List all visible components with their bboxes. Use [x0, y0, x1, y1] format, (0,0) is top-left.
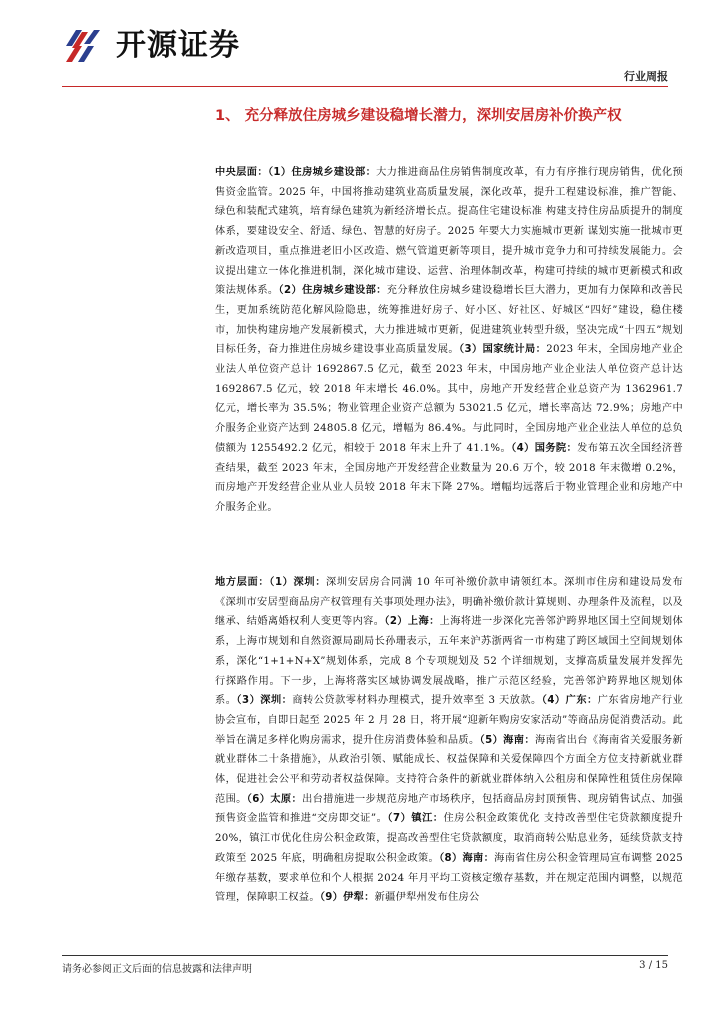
footer-disclaimer: 请务必参阅正文后面的信息披露和法律声明 [62, 964, 252, 975]
item-number: （3） [458, 344, 483, 356]
item-text: 发布第五次全国经济普查结果，截至 2023 年末，全国房地产开发经营企业数量为 20.6 万个，较 2018 年末微增 0.2%，而房地产开发经营企业从业人员较 2018 年末下降 27%。增幅均远落后于物业管理企业和房地产中介服务企业。 [215, 442, 684, 513]
item-number: （2） [384, 616, 408, 628]
central-paragraph [215, 163, 683, 518]
item-head: 海南： [503, 734, 535, 746]
item-head: 广东： [565, 695, 598, 707]
local-label: 地方层面： [215, 577, 270, 588]
item-number: （9） [319, 892, 344, 904]
item-text: 充分释放住房城乡建设稳增长巨大潜力，更加有力保障和改善民生，更加系统防范化解风险隐患，统筹推进好房子、好小区、好社区、好城区“四好”建设，稳住楼市，加快构建房地产发展新模式，大力推进城市更新，促进建筑业转型升级，坚决完成“十四五”规划目标任务，奋力推进住房城乡建设事业高质量发展。 [215, 285, 683, 356]
item-head: 镇江： [411, 813, 444, 825]
item-number: （5） [479, 734, 504, 746]
item-text: 海南省出台《海南省关爱服务新就业群体二十条措施》，从政治引领、赋能成长、权益保障和关爱保障四个方面全方位支持新就业群体，促进社会公平和劳动者权益保障。支持符合条件的新就业群体纳入公租房和保障性租赁住房保障范围。 [215, 734, 684, 805]
item-head: 太原： [270, 793, 303, 805]
item-text: 住房公积金政策优化 支持改善型住宅贷款额度提升 20%，镇江市优化住房公积金政策，提高改善型住宅贷款额度，取消商转公贴息业务，延续贷款支持政策至 2025 年底，明确租房提取公积金政策。 [215, 813, 684, 864]
logo [62, 26, 240, 66]
item-number: （1） [269, 577, 294, 588]
item-number: （1） [267, 167, 292, 178]
item-text: 广东省房地产行业协会宣布，自即日起至 2025 年 2 月 28 日，将开展“迎新年购房安家活动”等商品房促消费活动。此举旨在满足多样化购房需求，提升住房消费体验和品质。 [215, 695, 684, 746]
page-number: 3 / 15 [639, 960, 668, 971]
logo-mark-icon [62, 26, 110, 66]
central-label: 中央层面： [215, 167, 268, 178]
item-text: 深圳安居房合同满 10 年可补缴价款申请领红本。深圳市住房和建设局发布《深圳市安居型商品房产权管理有关事项处理办法》，明确补缴价款计算规则、办理条件及流程，以及继承、结婚离婚权利人变更等内容。 [215, 577, 684, 628]
item-head: 国务院： [534, 442, 578, 454]
local-paragraph [215, 573, 683, 908]
section-title: 1、 充分释放住房城乡建设稳增长潜力，深圳安居房补价换产权 [215, 108, 622, 124]
item-number: （4） [541, 695, 566, 707]
item-number: （7） [387, 813, 412, 825]
item-head: 国家统计局： [482, 344, 547, 356]
item-number: （4） [511, 442, 535, 454]
item-number: （8） [439, 852, 463, 864]
item-head: 上海： [407, 616, 440, 628]
item-head: 深圳： [293, 577, 327, 588]
item-text: 2023 年末，全国房地产业企业法人单位资产总计 1692867.5 亿元，截至 2023 年末，中国房地产业企业法人单位资产总计达 1692867.5 亿元，较 2018 年末增长 46.0%。其中，房地产开发经营企业总资产为 1362961.7 亿元，增长率为 35.5%；物业管理企业资产总额为 53021.5 亿元，增长率高达 72.9%；房地产中介服务企业资产达到 24805.8 亿元，增幅为 86.4%。与此同时，全国房地产业企业法人单位的总负债额为 1255492.2 亿元，相较于 2018 年末上升了 41.1%。 [215, 344, 683, 454]
item-text: 海南省住房公积金管理局宣布调整 2025 年缴存基数，要求单位和个人根据 2024 年月平均工资核定缴存基数，并在规定范围内调整，以规范管理，保障职工权益。 [215, 852, 684, 904]
item-text: 出台措施进一步规范房地产市场秩序，包括商品房封顶预售、现房销售试点、加强预售资金监管和推进“交房即交证”。 [215, 793, 684, 825]
item-text: 新疆伊犁州发布住房公 [374, 892, 480, 904]
item-number: （3） [236, 695, 261, 707]
header-divider [62, 86, 668, 87]
item-head: 住房城乡建设部： [302, 285, 387, 297]
item-text: 大力推进商品住房销售制度改革，有力有序推行现房销售，优化预售资金监管。2025 年，中国将推动建筑业高质量发展，深化改革，提升工程建设标准，推广智能、绿色和装配式建筑，培育绿色建筑为新经济增长点。提高住宅建设标准 构建支持住房品质提升的制度体系，要建设安全、舒适、绿色、智慧的好房子。2025 年要大力实施城市更新 谋划实施一批城市更新改造项目，重点推进老旧小区改造、燃气管道更新等项目，提升城市竞争力和可持续发展能力。会议提出建立一体化推进机制，深化城市建设、运营、治理体制改革，构建可持续的城市更新模式和政策法规体系。 [215, 167, 683, 297]
item-head: 深圳： [260, 695, 293, 707]
footer-divider [62, 955, 668, 956]
item-head: 伊犁： [343, 892, 375, 904]
item-head: 海南： [462, 852, 495, 864]
item-number: （6） [246, 793, 271, 805]
report-type: 行业周报 [624, 70, 668, 83]
item-number: （2） [278, 285, 303, 297]
logo-text: 开源证券 [116, 28, 240, 63]
item-head: 住房城乡建设部： [291, 167, 377, 178]
item-text: 商转公贷款零材料办理模式，提升效率至 3 天放款。 [292, 695, 542, 707]
item-text: 上海将进一步深化完善邻沪跨界地区国土空间规划体系，上海市规划和自然资源局副局长孙珊表示，五年来沪苏浙两省一市构建了跨区域国土空间规划体系，深化“1+1+N+X”规划体系，完成 8 个专项规划及 52 个详细规划，支撑高质量发展并发挥先行探路作用。下一步，上海将落实区域协调发展战略，推广示范区经验，完善邻沪跨界地区规划体系。 [215, 616, 683, 707]
